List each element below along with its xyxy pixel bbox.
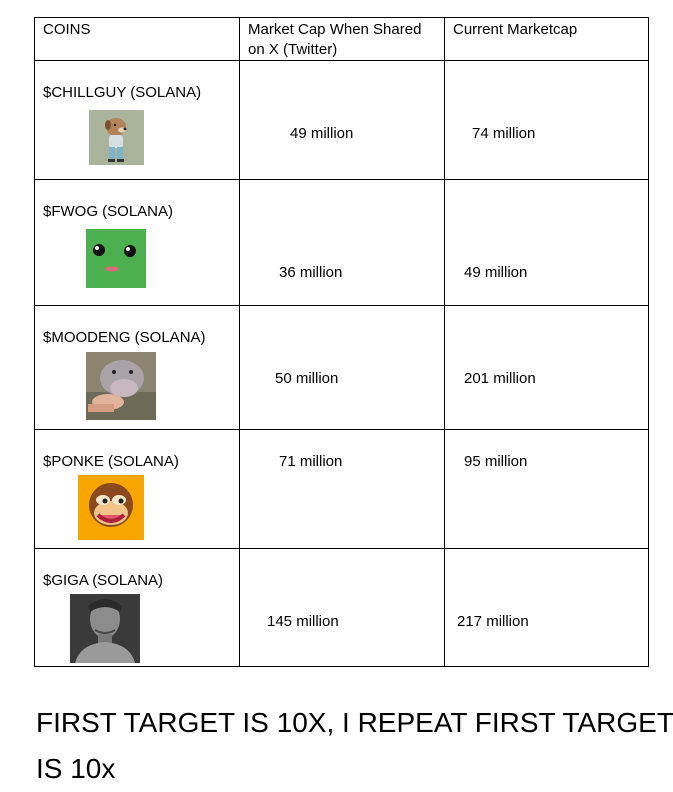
chillguy-dog-icon [89, 110, 144, 165]
current-cap-moodeng: 201 million [464, 370, 536, 387]
header-coins: COINS [43, 21, 91, 38]
shared-cap-giga: 145 million [267, 613, 339, 630]
row-divider [35, 305, 648, 306]
current-cap-chillguy: 74 million [472, 125, 536, 142]
row-divider [35, 548, 648, 549]
footer-target-text: FIRST TARGET IS 10X, I REPEAT FIRST TARGET IS 10x [36, 707, 673, 784]
column-divider [444, 18, 445, 666]
row-divider [35, 179, 648, 180]
giga-chad-photo [70, 594, 140, 663]
coin-name-fwog: $FWOG (SOLANA) [43, 203, 174, 220]
coin-name-moodeng: $MOODENG (SOLANA) [43, 329, 206, 346]
shared-cap-chillguy: 49 million [290, 125, 354, 142]
header-current-marketcap: Current Marketcap [453, 21, 578, 38]
row-divider [35, 429, 648, 430]
coin-name-chillguy: $CHILLGUY (SOLANA) [43, 84, 202, 101]
coin-name-ponke: $PONKE (SOLANA) [43, 453, 179, 470]
current-cap-fwog: 49 million [464, 264, 528, 281]
ponke-monkey-icon [78, 475, 144, 540]
shared-cap-moodeng: 50 million [275, 370, 339, 387]
current-cap-giga: 217 million [457, 613, 529, 630]
shared-cap-fwog: 36 million [279, 264, 343, 281]
coins-table [34, 17, 649, 667]
shared-cap-ponke: 71 million [279, 453, 343, 470]
moodeng-hippo-photo [86, 352, 156, 420]
coin-name-giga: $GIGA (SOLANA) [43, 572, 164, 589]
row-divider [35, 60, 648, 61]
column-divider [239, 18, 240, 666]
current-cap-ponke: 95 million [464, 453, 528, 470]
fwog-frog-icon [86, 229, 146, 288]
header-market-cap-shared: Market Cap When Shared on X (Twitter) [248, 21, 422, 58]
